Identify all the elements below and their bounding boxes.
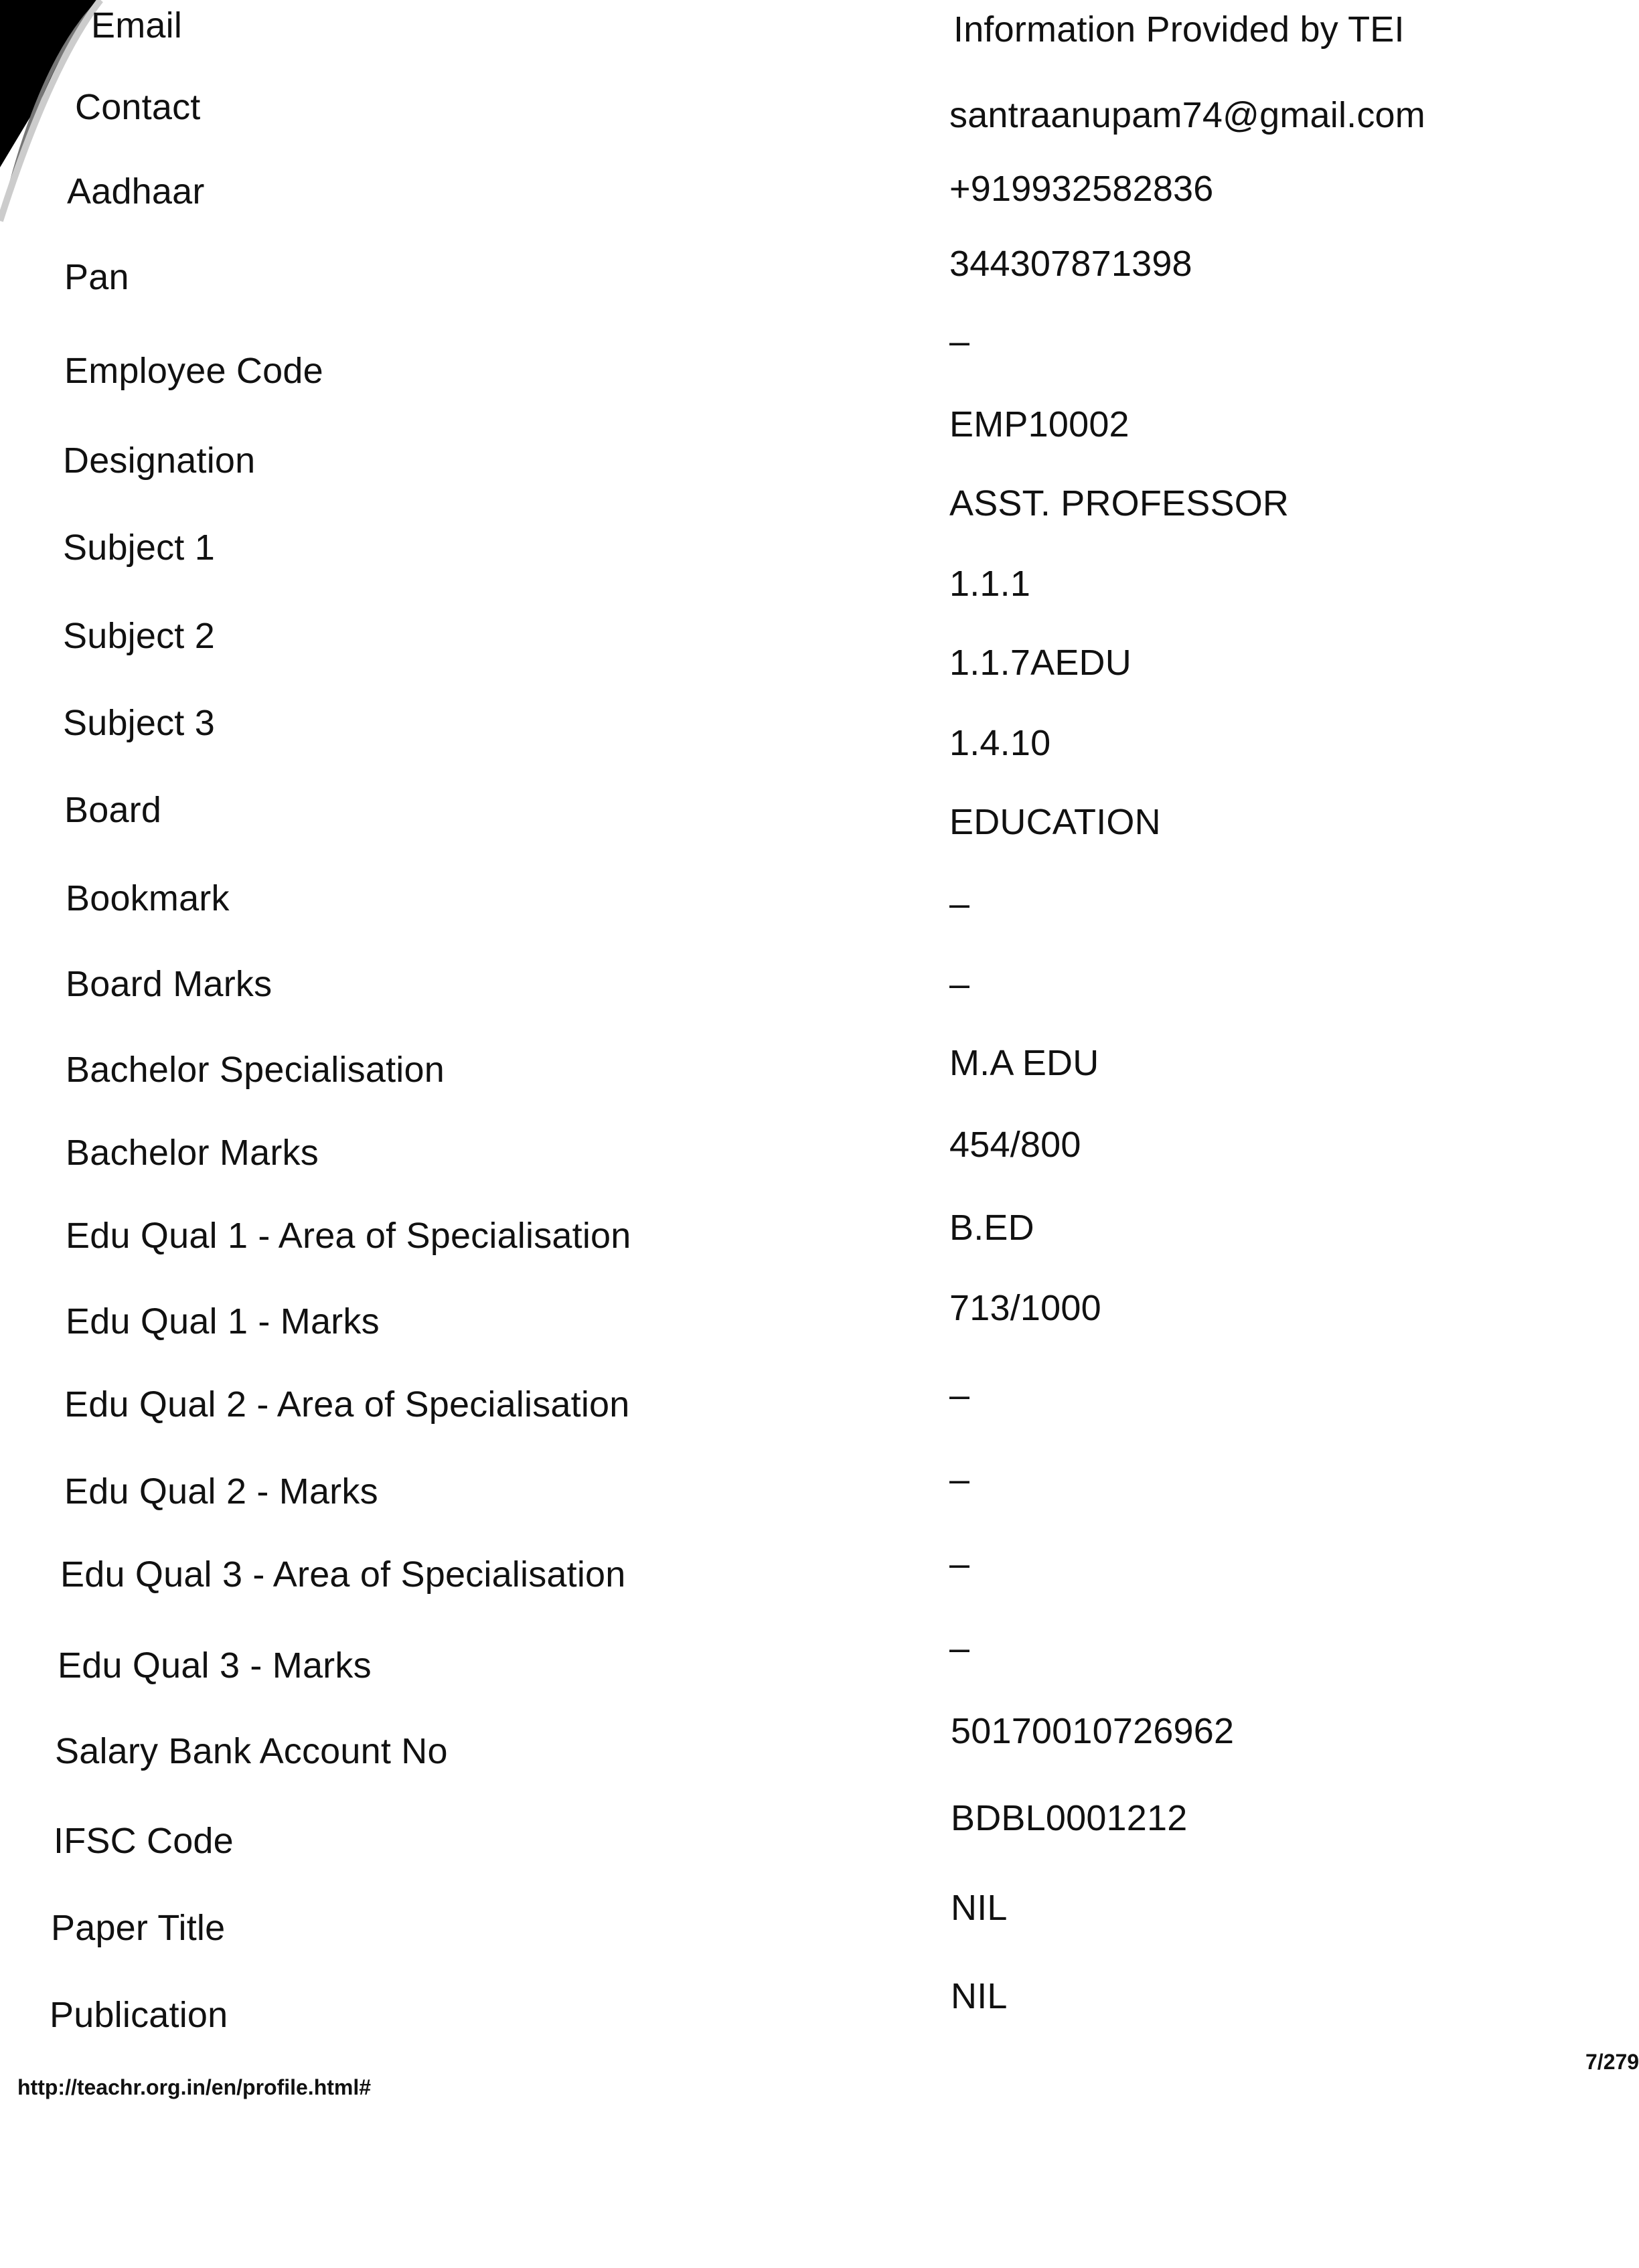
- header-info-note: Information Provided by TEI: [953, 9, 1405, 50]
- field-label-edu-qual-3-area: Edu Qual 3 - Area of Specialisation: [60, 1554, 626, 1595]
- field-label-edu-qual-1-marks: Edu Qual 1 - Marks: [66, 1301, 380, 1342]
- field-value-aadhaar: 344307871398: [949, 244, 1192, 284]
- field-label-paper-title: Paper Title: [51, 1908, 226, 1948]
- field-label-edu-qual-2-marks: Edu Qual 2 - Marks: [64, 1471, 378, 1512]
- field-value-edu-qual-2-area: –: [949, 1375, 970, 1415]
- field-label-bookmark: Bookmark: [66, 878, 230, 918]
- field-label-aadhaar: Aadhaar: [67, 171, 205, 212]
- field-label-board-marks: Board Marks: [66, 964, 272, 1004]
- field-value-salary-bank-account: 50170010726962: [951, 1711, 1235, 1751]
- field-value-board-marks: –: [949, 964, 970, 1004]
- field-value-contact: +919932582836: [949, 169, 1214, 209]
- field-label-subject-3: Subject 3: [63, 703, 215, 743]
- field-label-bachelor-specialisation: Bachelor Specialisation: [66, 1050, 445, 1090]
- field-value-pan: –: [949, 321, 970, 361]
- field-value-edu-qual-2-marks: –: [949, 1459, 970, 1500]
- field-label-subject-2: Subject 2: [63, 616, 215, 656]
- field-label-email: Email: [91, 5, 183, 46]
- field-value-email: santraanupam74@gmail.com: [949, 95, 1425, 135]
- field-label-ifsc-code: IFSC Code: [54, 1821, 234, 1861]
- field-value-bachelor-marks: 454/800: [949, 1125, 1081, 1165]
- field-value-subject-1: 1.1.1: [949, 564, 1031, 604]
- field-label-designation: Designation: [63, 440, 256, 481]
- field-label-bachelor-marks: Bachelor Marks: [66, 1133, 319, 1173]
- field-value-edu-qual-1-area: B.ED: [949, 1208, 1034, 1248]
- footer-url[interactable]: http://teachr.org.in/en/profile.html#: [17, 2075, 372, 2099]
- field-value-edu-qual-3-marks: –: [949, 1628, 970, 1668]
- field-value-board: EDUCATION: [949, 802, 1161, 842]
- field-label-board: Board: [64, 790, 162, 830]
- field-value-designation: ASST. PROFESSOR: [949, 483, 1290, 523]
- field-label-salary-bank-account: Salary Bank Account No: [55, 1731, 448, 1771]
- field-label-employee-code: Employee Code: [64, 351, 323, 391]
- field-label-pan: Pan: [64, 257, 129, 297]
- field-value-edu-qual-3-area: –: [949, 1544, 970, 1584]
- field-label-edu-qual-1-area: Edu Qual 1 - Area of Specialisation: [66, 1216, 631, 1256]
- field-value-ifsc-code: BDBL0001212: [951, 1798, 1188, 1838]
- field-label-subject-1: Subject 1: [63, 528, 215, 568]
- field-label-publication: Publication: [50, 1995, 228, 2035]
- field-value-subject-3: 1.4.10: [949, 723, 1051, 763]
- field-value-publication: NIL: [951, 1976, 1008, 2016]
- field-label-edu-qual-3-marks: Edu Qual 3 - Marks: [58, 1645, 372, 1686]
- field-label-contact: Contact: [75, 87, 201, 127]
- field-value-employee-code: EMP10002: [949, 404, 1129, 444]
- field-value-bachelor-specialisation: M.A EDU: [949, 1043, 1099, 1083]
- field-value-bookmark: –: [949, 884, 970, 924]
- field-value-paper-title: NIL: [951, 1888, 1008, 1928]
- field-label-edu-qual-2-area: Edu Qual 2 - Area of Specialisation: [64, 1384, 630, 1425]
- field-value-edu-qual-1-marks: 713/1000: [949, 1288, 1101, 1328]
- footer-page-number: 7/279: [1585, 2050, 1639, 2074]
- field-value-subject-2: 1.1.7AEDU: [949, 643, 1131, 683]
